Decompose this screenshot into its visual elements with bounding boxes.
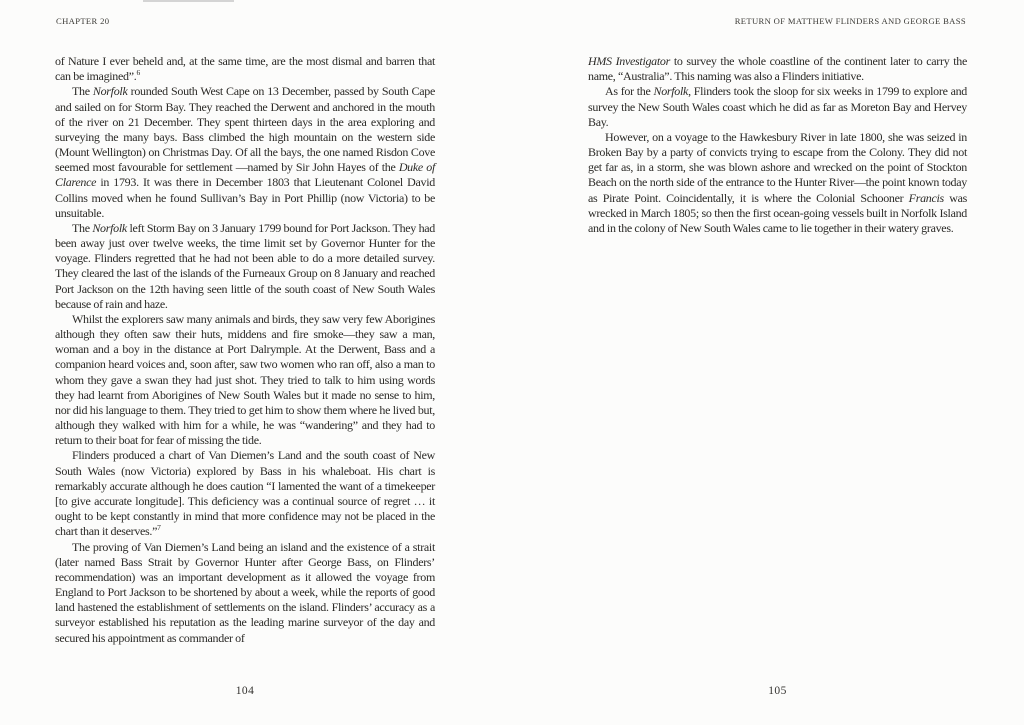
footnote-marker: 7 [157, 523, 161, 533]
page-left [55, 54, 435, 725]
paragraph [55, 448, 435, 539]
paragraph [55, 54, 435, 84]
paragraph [588, 84, 967, 130]
paragraph [588, 54, 967, 84]
italic-text-run: Norfolk [653, 84, 689, 99]
text-run: left Storm Bay on 3 January 1799 bound for Port Jackson. They had been away just over twelve weeks, the time limit set by Governor Hunter for the voyage. Flinders regretted that he had not been able to do a more detailed survey. They cleared the last of the islands of the Furneaux Group on 8 January and reached Port Jackson on the 12th having seen little of the south coast of New South Wales because of rain and haze. [55, 220, 435, 311]
paragraph [55, 312, 435, 449]
scan-artifact-line [143, 0, 234, 2]
text-run: As for the [605, 84, 654, 99]
text-run: , Flinders took the sloop for six weeks in 1799 to explore and survey the New South Wales coast which he did as far as Moreton Bay and Hervey Bay. [588, 84, 967, 129]
text-run: Flinders produced a chart of Van Diemen’s Land and the south coast of New South Wales (now Victoria) explored by Bass in his whaleboat. His chart is remarkably accurate although he does caution “I lamented the want of a timekeeper [to give accurate longitude]. This deficiency was a continual source of regret … it ought to be kept constantly in mind that more confidence may not be placed in the chart than it deserves.” [55, 448, 435, 539]
paragraph [55, 84, 435, 221]
text-run: in 1793. It was there in December 1803 that Lieutenant Colonel David Collins moved when he found Sullivan’s Bay in Port Phillip (now Victoria) to be unsuitable. [55, 175, 435, 220]
text-run: The [72, 220, 93, 235]
paragraph [588, 130, 967, 236]
running-header-chapter: CHAPTER 20 [56, 16, 110, 26]
text-run: The [72, 84, 93, 99]
text-run: to survey the whole coastline of the continent later to carry the name, “Australia”. This naming was also a Flinders initiative. [588, 54, 967, 84]
paragraph [55, 221, 435, 312]
page-right-body-text [588, 54, 967, 236]
text-run: rounded South West Cape on 13 December, passed by South Cape and sailed on for Storm Bay. They reached the Derwent and anchored in the mouth of the river on 21 December. They spent thirteen days in the area exploring and surveying the many bays. Bass climbed the high mountain on the western side (Mount Wellington) on Christmas Day. Of all the bays, the one named Risdon Cove seemed most favourable for settlement —named by Sir John Hayes of the [55, 84, 435, 175]
italic-text-run: Francis [908, 190, 944, 205]
italic-text-run: HMS Investigator [588, 54, 670, 68]
italic-text-run: Duke of Clarence [55, 160, 435, 190]
page-left-body-text [55, 54, 435, 646]
page-number-left: 104 [235, 685, 255, 697]
italic-text-run: Norfolk [92, 220, 127, 235]
text-run: The proving of Van Diemen’s Land being an island and the existence of a strait (later named Bass Strait by Governor Hunter after George Bass, on Flinders’ recommendation) was an important development as it allowed the voyage from England to Port Jackson to be shortened by about a week, while the reports of good land hastened the establishment of settlements on the island. Flinders’ accuracy as a surveyor established his reputation as the leading marine surveyor of the day and secured his appointment as commander of [55, 539, 435, 645]
text-run: of Nature I ever beheld and, at the same time, are the most dismal and barren that can be imagined”. [55, 54, 435, 84]
page-right [588, 54, 967, 725]
text-run: However, on a voyage to the Hawkesbury River in late 1800, she was seized in Broken Bay by a party of convicts trying to escape from the Colony. They did not get far as, in a storm, she was blown ashore and wrecked on the point of Stockton Beach on the north side of the entrance to the Hunter River—the point known today as Pirate Point. Coincidentally, it is where the Colonial Schooner [588, 129, 967, 205]
italic-text-run: Norfolk [92, 84, 128, 99]
page-number-right: 105 [768, 685, 787, 697]
text-run: Whilst the explorers saw many animals and birds, they saw very few Aborigines although they often saw their huts, middens and fire smoke—they saw a man, woman and a boy in the distance at Port Dalrymple. At the Derwent, Bass and a companion heard voices and, soon after, saw two women who ran off, also a man to whom they gave a swan they had just shot. They tried to talk to him using words they had learnt from Aborigines of New South Wales but it made no sense to him, nor did his language to them. They tried to get him to show them where he lived but, although they walked with him for a while, he was “wandering” and they had to return to their boat for fear of missing the tide. [55, 311, 435, 448]
running-header-title: RETURN OF MATTHEW FLINDERS AND GEORGE BASS [734, 16, 966, 26]
paragraph [55, 540, 435, 646]
footnote-marker: 6 [136, 68, 140, 78]
text-run: was wrecked in March 1805; so then the first ocean-going vessels built in Norfolk Island and in the colony of New South Wales came to lie together in their watery graves. [588, 190, 967, 235]
